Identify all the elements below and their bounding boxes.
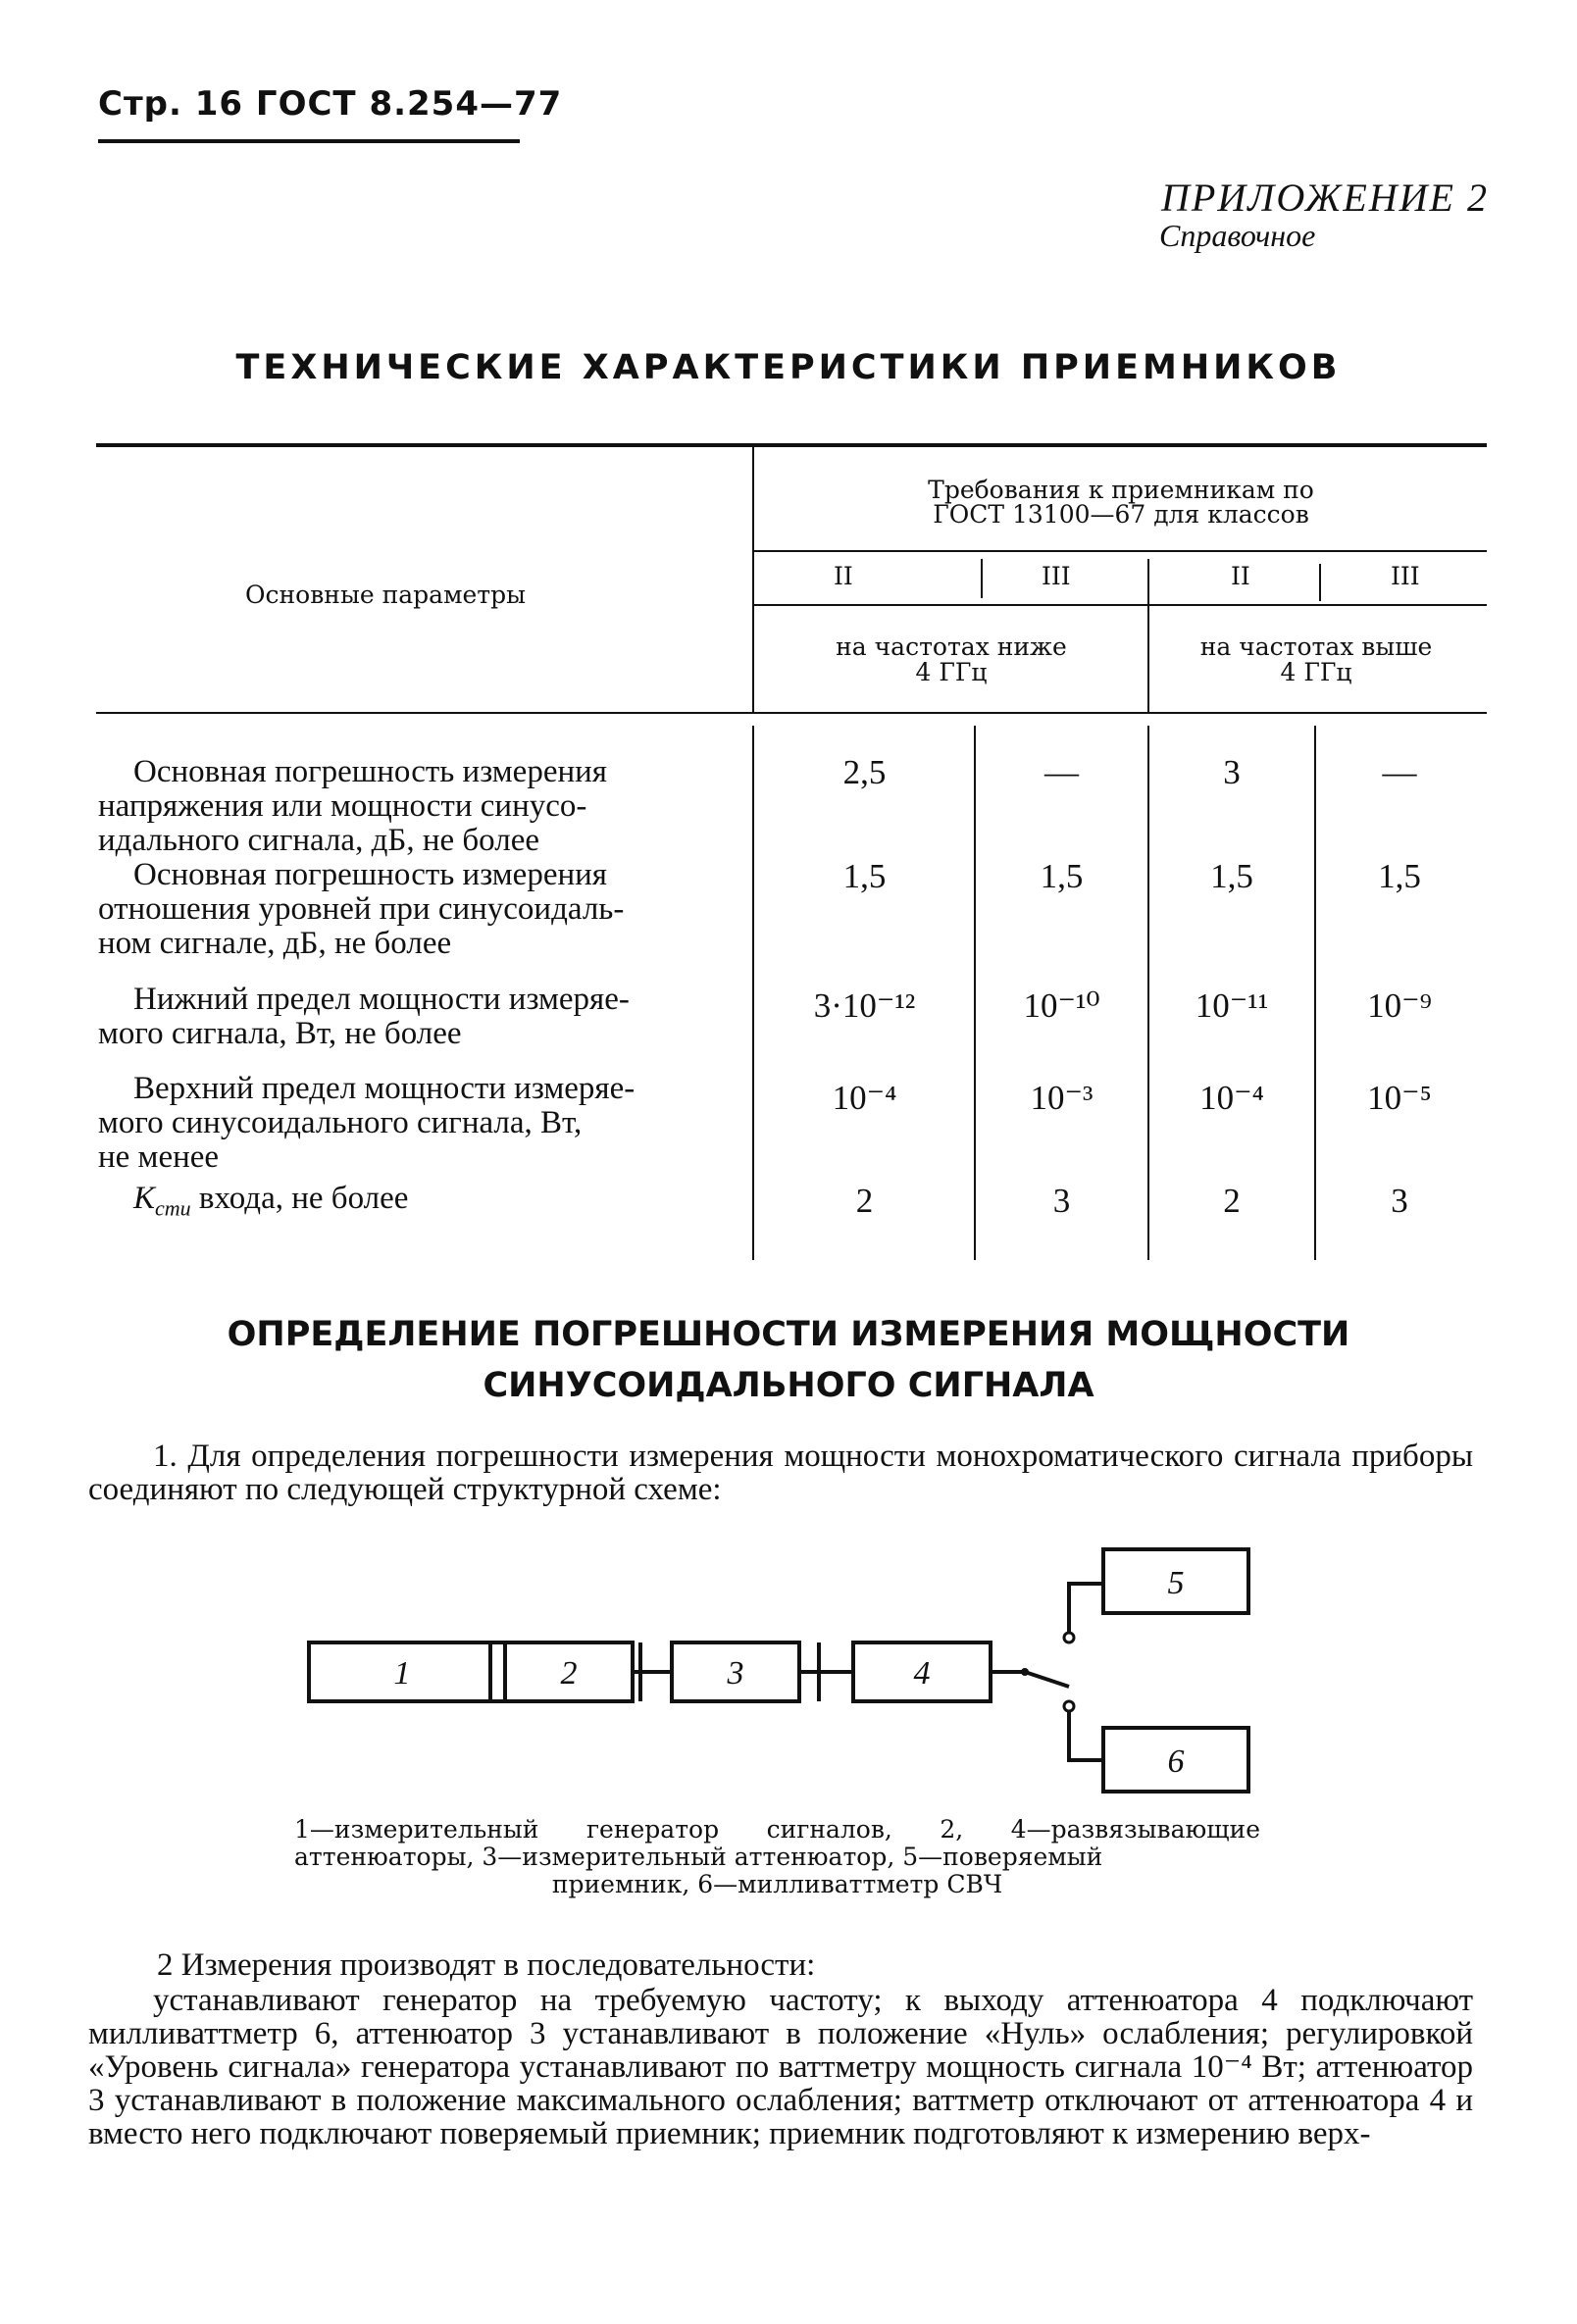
param-line: Основная погрешность измерения (133, 857, 607, 892)
table-cell: 3 (1052, 1182, 1071, 1220)
appendix-title: ПРИЛОЖЕНИЕ 2 (1161, 176, 1489, 220)
section-title-line1: ОПРЕДЕЛЕНИЕ ПОГРЕШНОСТИ ИЗМЕРЕНИЯ МОЩНОСТИ (227, 1315, 1350, 1354)
switch-pivot (1021, 1668, 1029, 1676)
header-rule (98, 139, 520, 143)
table-cell: 1,5 (1210, 857, 1253, 895)
section-title-line2: СИНУСОИДАЛЬНОГО СИГНАЛА (483, 1366, 1094, 1405)
freq-high-line1: на частотах выше (1199, 632, 1433, 661)
table-row-param (98, 983, 726, 1051)
param-line: Основная погрешность измерения (133, 754, 607, 789)
switch-contact-top (1064, 1633, 1074, 1642)
class-label: III (1391, 562, 1420, 590)
block-label-6: 6 (1167, 1743, 1185, 1780)
table-cell: 3·10⁻¹² (813, 986, 916, 1025)
block-label-5: 5 (1167, 1565, 1185, 1601)
caption-line2: приемник, 6—милливаттметр СВЧ (551, 1870, 1003, 1898)
param-line: Верхний предел мощности измеряе- (133, 1071, 636, 1106)
param-line: мого сигнала, Вт, не более (98, 1016, 462, 1051)
body-col-line-1 (752, 726, 754, 1260)
table-cell: 2 (1223, 1182, 1241, 1220)
block-label-3: 3 (727, 1655, 744, 1692)
table-title: ТЕХНИЧЕСКИЕ ХАРАКТЕРИСТИКИ ПРИЕМНИКОВ (235, 348, 1342, 387)
table-cell: 1,5 (842, 857, 887, 895)
class-sep-1 (981, 559, 983, 598)
param-column-header: Основные параметры (245, 581, 527, 609)
class-sep-3 (1319, 564, 1321, 601)
table-cell: 2,5 (842, 753, 887, 791)
switch-contact-bottom (1064, 1701, 1074, 1711)
table-cell: 1,5 (1040, 857, 1084, 895)
caption-line1: 1—измерительный генератор сигналов, 2, 4—развязывающие аттенюаторы, 3—измерительный аттенюатор, 5—поверяемый (294, 1815, 1260, 1871)
param-line: отношения уровней при синусоидаль- (98, 891, 625, 927)
freq-low-line2: 4 ГГц (915, 658, 988, 686)
param-line: напряжения или мощности синусо- (98, 788, 587, 824)
class-label: II (834, 562, 853, 590)
block-label-2: 2 (560, 1655, 578, 1692)
block-diagram (294, 1540, 1275, 1794)
wire-to-5 (1069, 1584, 1103, 1633)
k-symbol: K (133, 1181, 156, 1216)
table-header-divider (752, 447, 754, 712)
table-cell: 3 (1391, 1182, 1408, 1220)
table-row-param (98, 755, 726, 858)
class-label: III (1042, 562, 1071, 590)
paragraph-2-body: устанавливают генератор на требуемую частоту; к выходу аттенюатора 4 подключают милливаттметр 6, аттенюатор 3 устанавливают в положение «Нуль» ослабления; регулировкой «Уровень сигнала» генератора устанавливают по ваттметру мощность сигнала 10⁻⁴ Вт; аттенюатор 3 устанавливают в положение максимального ослабления; ваттметр отключают от аттенюатора 4 и вместо него подключают поверяемый приемник; приемник подготовляют к измерению верх- (88, 1983, 1473, 2151)
table-cell: 1,5 (1378, 857, 1421, 895)
param-line: мого синусоидального сигнала, Вт, (98, 1105, 583, 1140)
table-cell: 10⁻⁹ (1367, 986, 1432, 1025)
page-header: Стр. 16 ГОСТ 8.254—77 (98, 84, 563, 124)
param-line: идального сигнала, дБ, не более (98, 823, 539, 858)
class-row-rule (752, 604, 1487, 606)
class-label: II (1231, 562, 1250, 590)
paragraph-1: 1. Для определения погрешности измерения мощности монохроматического сигнала приборы соединяют по следующей структурной схеме: (88, 1439, 1473, 1507)
table-cell: 10⁻³ (1030, 1079, 1094, 1117)
param-line: Нижний предел мощности измеряе- (133, 982, 630, 1017)
table-top-rule (96, 443, 1487, 447)
req-header-line2: ГОСТ 13100—67 для классов (933, 500, 1309, 529)
table-row-param (98, 1182, 726, 1226)
freq-low-line1: на частотах ниже (836, 632, 1067, 661)
param-line: не менее (98, 1139, 220, 1175)
table-cell: 10⁻¹¹ (1195, 986, 1269, 1025)
table-cell: 10⁻⁴ (1199, 1079, 1264, 1117)
wire-to-6 (1069, 1711, 1103, 1760)
table-cell: 3 (1223, 753, 1241, 791)
table-cell: 10⁻¹⁰ (1023, 986, 1100, 1025)
section-title (0, 1309, 1577, 1411)
table-cell: — (1382, 753, 1417, 791)
req-header-rule (752, 550, 1487, 552)
appendix-subtitle: Справочное (1159, 218, 1316, 253)
table-cell: — (1044, 753, 1079, 791)
table-header-bottom-rule (96, 712, 1487, 714)
switch-blade (1025, 1672, 1069, 1687)
k-rest: входа, не более (190, 1181, 409, 1216)
table-cell: 2 (855, 1182, 874, 1220)
table-row-param (98, 1072, 726, 1175)
diagram-caption (294, 1816, 1260, 1898)
block-label-1: 1 (393, 1655, 411, 1692)
table-row-param (98, 858, 726, 961)
paragraph-2-heading: 2 Измерения производят в последовательности: (157, 1947, 816, 1983)
req-header-line1: Требования к приемникам по (928, 476, 1314, 504)
k-subscript: сти (155, 1195, 191, 1221)
table-cell: 10⁻⁴ (832, 1079, 897, 1117)
param-line (98, 1182, 726, 1226)
class-sep-2 (1147, 559, 1149, 604)
freq-high-line2: 4 ГГц (1280, 658, 1352, 686)
param-line: ном сигнале, дБ, не более (98, 926, 452, 961)
block-label-4: 4 (913, 1655, 931, 1692)
table-cell: 10⁻⁵ (1367, 1079, 1432, 1117)
